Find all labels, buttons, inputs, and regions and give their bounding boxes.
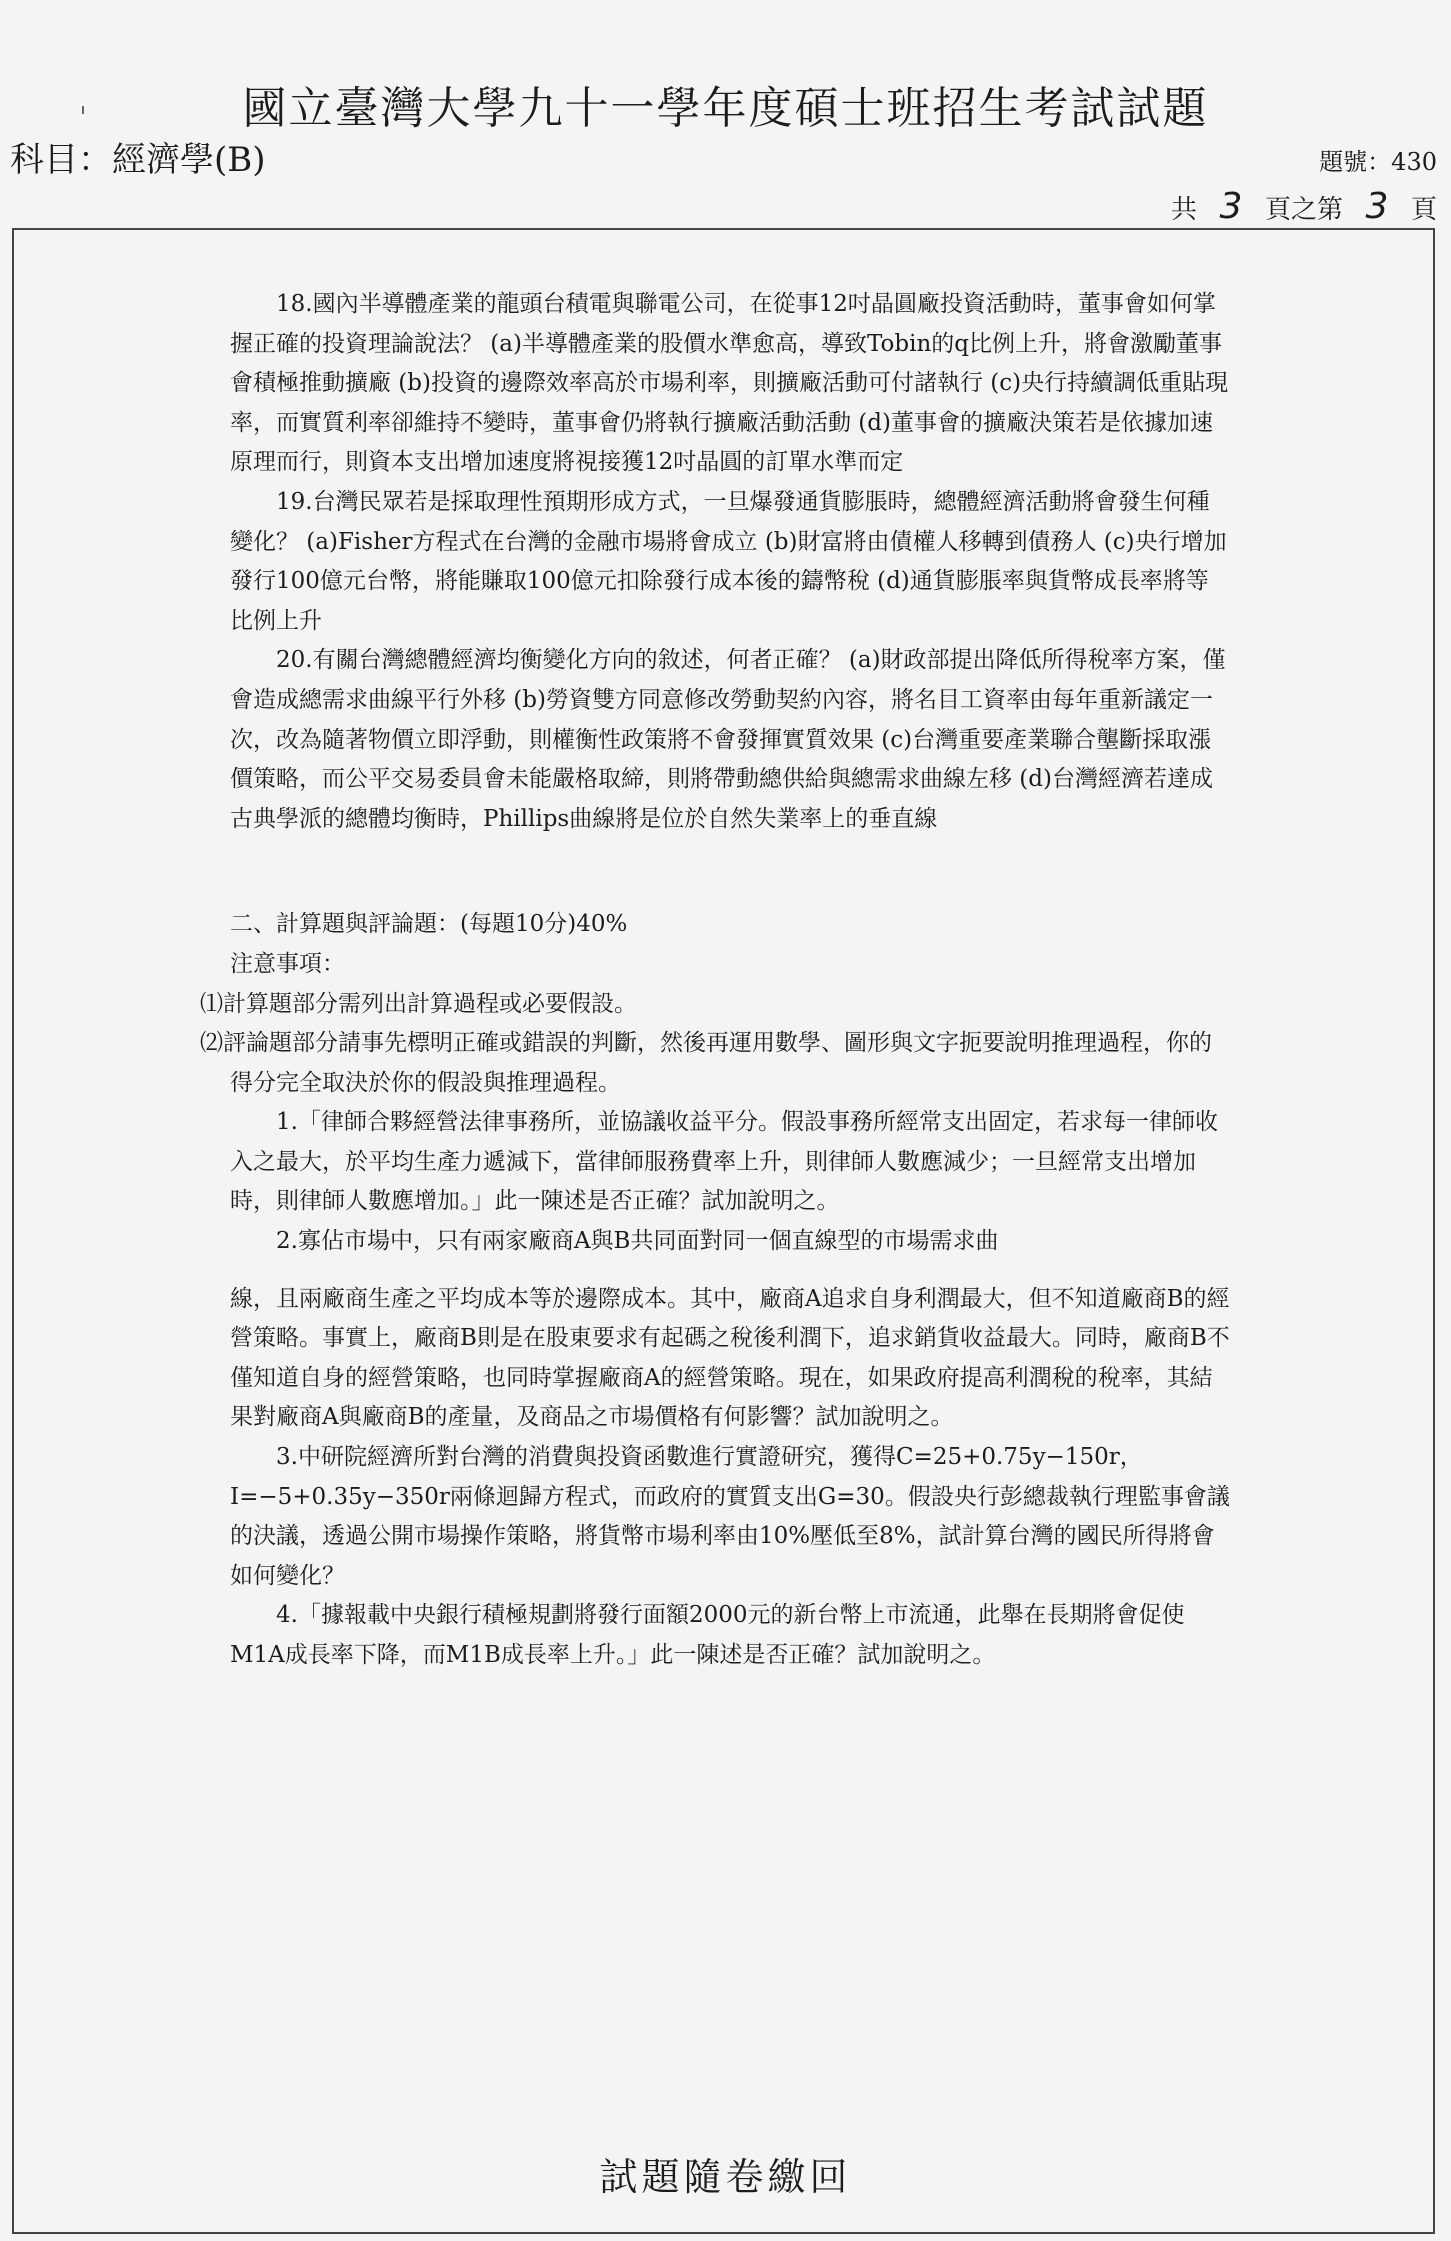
page-suffix: 頁 <box>1410 195 1437 225</box>
page-middle: 頁之第 <box>1264 195 1343 225</box>
note-2: ⑵評論題部分請事先標明正確或錯誤的判斷，然後再運用數學、圖形與文字扼要說明推理過程，你的得分完全取決於你的假設與推理過程。 <box>200 1030 1212 1096</box>
notes-heading: 注意事項： <box>230 950 345 977</box>
question-number: 題號：430 <box>1319 148 1437 176</box>
page-total-handwritten: 3 <box>1219 186 1243 227</box>
note-1: ⑴計算題部分需列出計算過程或必要假設。 <box>200 990 637 1017</box>
question-20: 20.有關台灣總體經濟均衡變化方向的敘述，何者正確？ (a)財政部提出降低所得稅率方案，僅會造成總需求曲線平行外移 (b)勞資雙方同意修改勞動契約內容，將名目工資率由每年重新議定一次，改為隨著物價立即浮動，則權衡性政策將不會發揮實質效果 (c)台灣重要產業聯合壟斷採取漲價策略，而公平交易委員會未能嚴格取締，則將帶動總供給與總需求曲線左移 (d)台灣經濟若達成古典學派的總體均衡時，Phillips曲線將是位於自然失業率上的垂直線 <box>230 647 1226 832</box>
page-title: 國立臺灣大學九十一學年度碩士班招生考試試題 <box>242 83 1209 134</box>
essay-question-4: 4.「據報載中央銀行積極規劃將發行面額2000元的新台幣上市流通，此舉在長期將會促使M1A成長率下降，而M1B成長率上升。」此一陳述是否正確？試加說明之。 <box>230 1602 1185 1668</box>
essay-question-2-continued: 線，且兩廠商生產之平均成本等於邊際成本。其中，廠商A追求自身利潤最大，但不知道廠商B的經營策略。事實上，廠商B則是在股東要求有起碼之稅後利潤下，追求銷貨收益最大。同時，廠商B不僅知道自身的經營策略，也同時掌握廠商A的經營策略。現在，如果政府提高利潤稅的稅率，其結果對廠商A與廠商B的產量，及商品之市場價格有何影響？試加說明之。 <box>230 1285 1230 1431</box>
subject-label: 科目：經濟學(B) <box>10 140 266 180</box>
essay-question-1: 1.「律師合夥經營法律事務所，並協議收益平分。假設事務所經常支出固定，若求每一律師收入之最大，於平均生產力遞減下，當律師服務費率上升，則律師人數應減少；一旦經常支出增加時，則律師人數應增加。」此一陳述是否正確？試加說明之。 <box>230 1109 1218 1215</box>
page-indicator <box>1171 186 1437 227</box>
essay-question-2-first-line: 2.寡佔市場中，只有兩家廠商A與B共同面對同一個直線型的市場需求曲 <box>276 1228 999 1255</box>
question-19: 19.台灣民眾若是採取理性預期形成方式，一旦爆發通貨膨脹時，總體經濟活動將會發生何種變化？ (a)Fisher方程式在台灣的金融市場將會成立 (b)財富將由債權人移轉到債務人 (c)央行增加發行100億元台幣，將能賺取100億元扣除發行成本後的鑄幣稅 (d)通貨膨脹率與貨幣成長率將等比例上升 <box>230 488 1227 634</box>
page-current-handwritten: 3 <box>1365 186 1389 227</box>
question-18: 18.國內半導體產業的龍頭台積電與聯電公司，在從事12吋晶圓廠投資活動時，董事會如何掌握正確的投資理論說法？ (a)半導體產業的股價水準愈高，導致Tobin的q比例上升，將會激勵董事會積極推動擴廠 (b)投資的邊際效率高於市場利率，則擴廠活動可付諸執行 (c)央行持續調低重貼現率，而實質利率卻維持不變時，董事會仍將執行擴廠活動活動 (d)董事會的擴廠決策若是依據加速原理而行，則資本支出增加速度將視接獲12吋晶圓的訂單水準而定 <box>230 291 1229 476</box>
section-2-heading: 二、計算題與評論題：(每題10分)40% <box>230 911 628 938</box>
essay-question-3: 3.中研院經濟所對台灣的消費與投資函數進行實證研究，獲得C=25+0.75y−150r，I=−5+0.35y−350r兩條迴歸方程式，而政府的實質支出G=30。假設央行彭總裁執行理監事會議的決議，透過公開市場操作策略，將貨幣市場利率由10%壓低至8%，試計算台灣的國民所得將會如何變化？ <box>230 1444 1230 1589</box>
footer-note: 試題隨卷繳回 <box>599 2155 852 2199</box>
page-prefix: 共 <box>1170 195 1197 225</box>
exam-body <box>200 285 1230 1676</box>
